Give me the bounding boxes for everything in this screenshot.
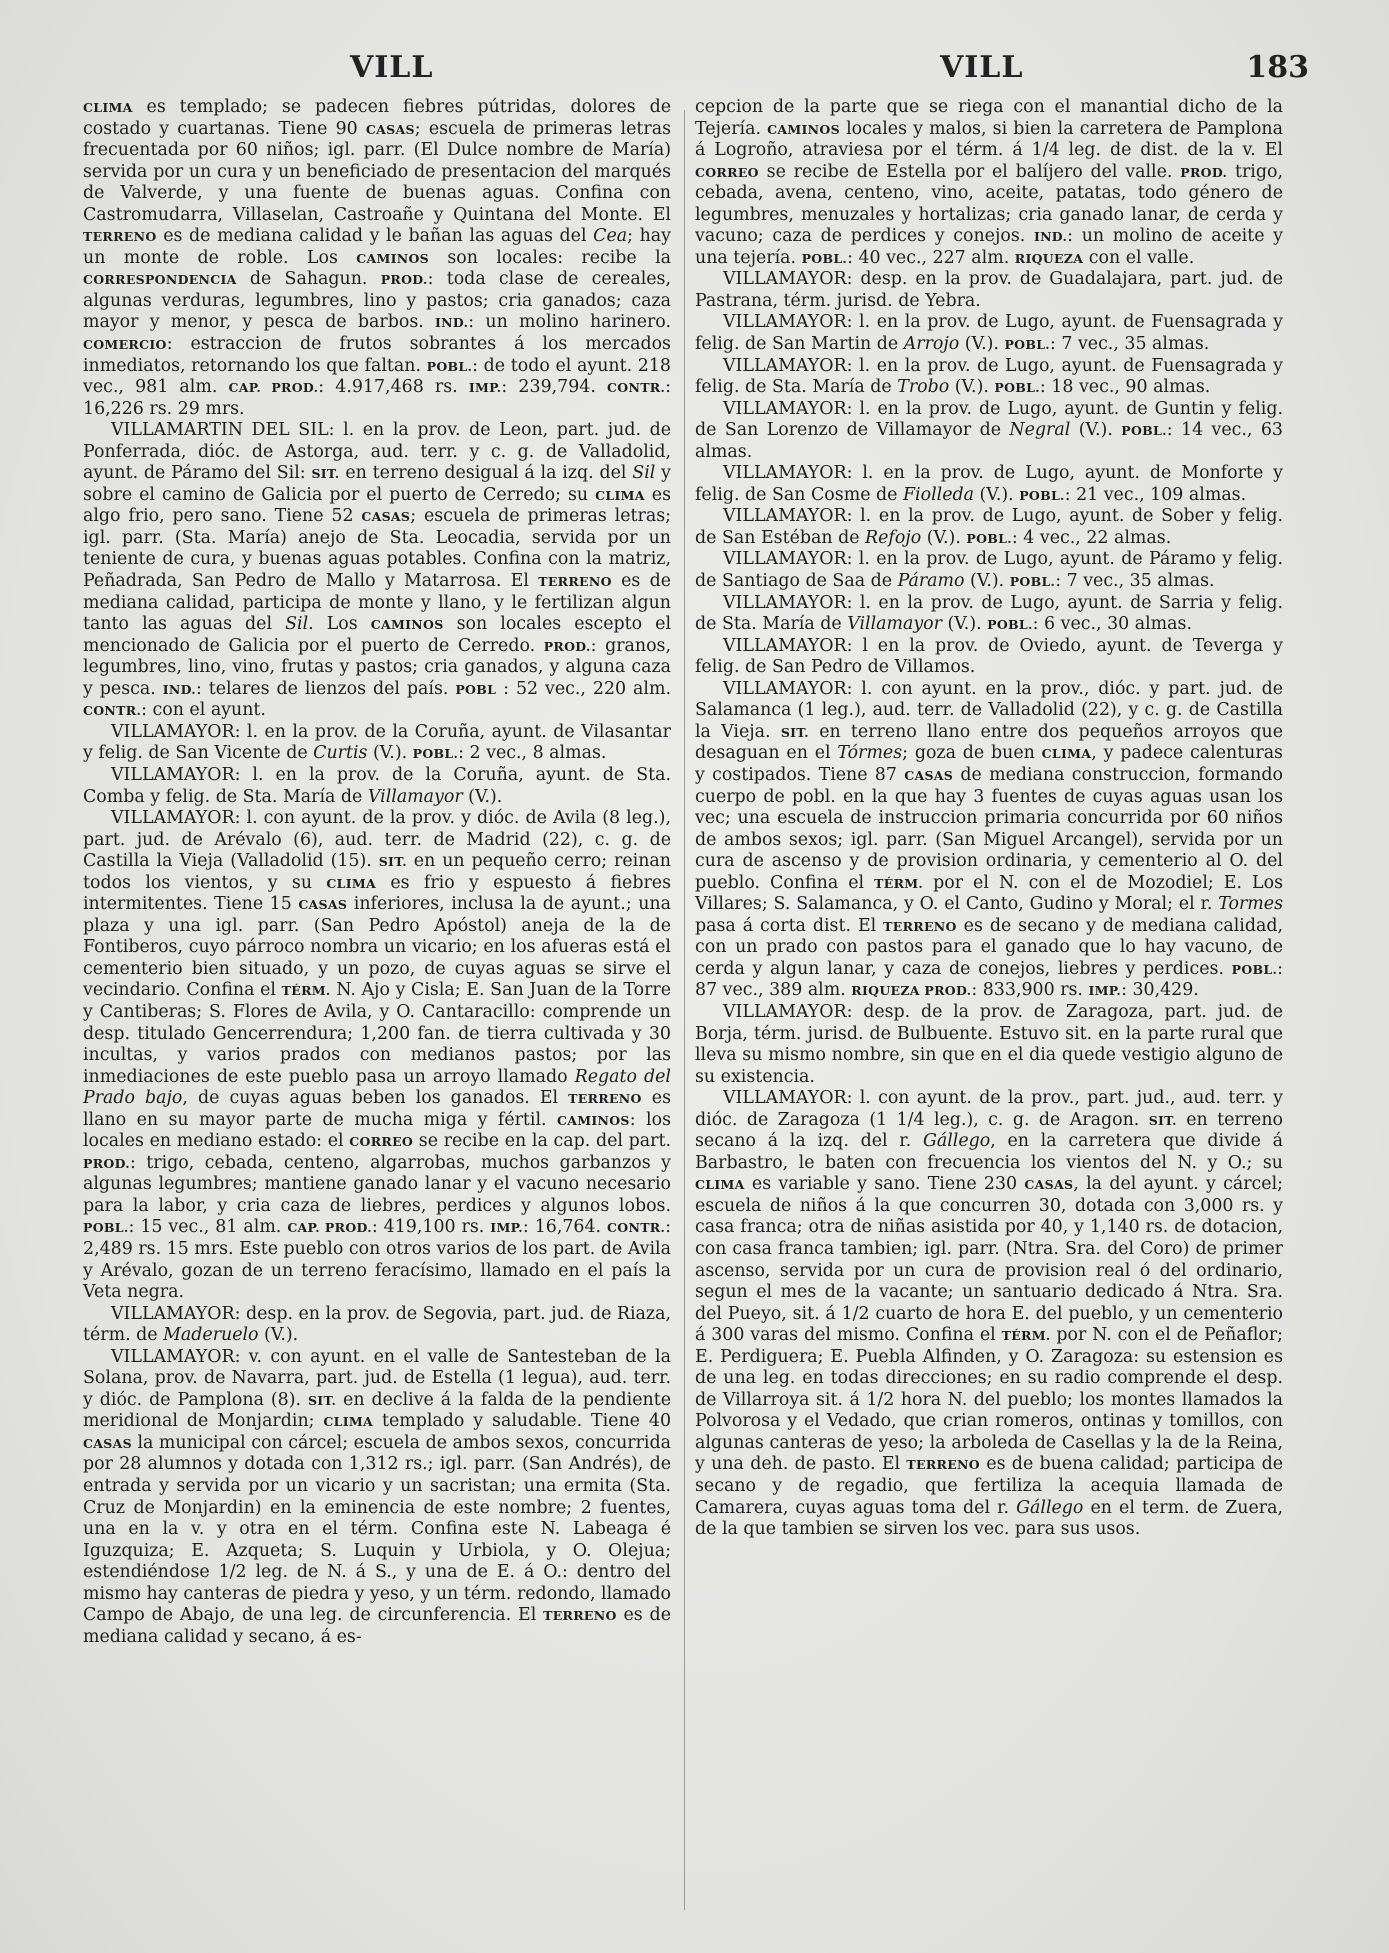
page-number: 183 <box>1246 50 1309 85</box>
right-text-column <box>695 97 1283 1541</box>
column-divider <box>684 110 685 1910</box>
left-running-head: VILL <box>350 50 434 85</box>
dictionary-entry: VILLAMAYOR: l. en la prov. de Lugo, ayunt. de Páramo y felig. de Santiago de Saa de Páramo (V.). POBL.: 7 vec., 35 almas. <box>695 549 1283 592</box>
running-header <box>80 50 1309 90</box>
left-text-column <box>83 97 671 1648</box>
right-running-head: VILL <box>940 50 1024 85</box>
dictionary-entry: VILLAMAYOR: desp. de la prov. de Zaragoza, part. jud. de Borja, térm. jurisd. de Bulbuente. Estuvo sit. en la parte rural que lleva su mismo nombre, sin que en el dia quede vestigio alguno de su existencia. <box>695 1001 1283 1087</box>
dictionary-entry: VILLAMAYOR: l. en la prov. de Lugo, ayunt. de Sober y felig. de San Estéban de Refojo (V.). POBL.: 4 vec., 22 almas. <box>695 506 1283 548</box>
dictionary-entry: VILLAMAYOR: l en la prov. de Oviedo, ayunt. de Teverga y felig. de San Pedro de Villamos. <box>695 635 1283 678</box>
dictionary-entry: VILLAMAYOR: l. en la prov. de Lugo, ayunt. de Fuensagrada y felig. de San Martin de Arrojo (V.). POBL.: 7 vec., 35 almas. <box>695 312 1283 355</box>
dictionary-entry: VILLAMAYOR: desp. en la prov. de Guadalajara, part. jud. de Pastrana, térm. jurisd. de Yebra. <box>695 269 1283 311</box>
dictionary-entry: VILLAMAYOR: v. con ayunt. en el valle de Santesteban de la Solana, prov. de Navarra, part. jud. de Estella (1 legua), aud. terr. y dióc. de Pamplona (8). SIT. en declive á la falda de la pendiente meridional de Monjardin; CLIMA templado y saludable. Tiene 40 CASAS la municipal con cárcel; escuela de ambos sexos, concurrida por 28 alumnos y dotada con 1,312 rs.; igl. parr. (San Andrés), de entrada y servida por un vicario y un sacristan; una ermita (Sta. Cruz de Monjardin) en la eminencia de este nombre; 2 fuentes, una en la v. y otra en el térm. Confina este N. Labeaga é Iguzquiza; E. Azqueta; S. Luquin y Urbiola, y O. Olejua; estendiéndose 1/2 leg. de N. á S., y una de E. á O.: dentro del mismo hay canteras de piedra y yeso, y un térm. redondo, llamado Campo de Abajo, de una leg. de circunferencia. El TERRENO es de mediana calidad y secano, á es- <box>83 1346 672 1647</box>
entry-continuation: cepcion de la parte que se riega con el manantial dicho de la Tejería. CAMINOS locales y malos, si bien la carretera de Pamplona á Logroño, atraviesa por el térm. á 1/4 leg. de dist. de la v. El CORREO se recibe de Estella por el balíjero del valle. PROD. trigo, cebada, avena, centeno, vino, aceite, patatas, todo género de legumbres, menuzales y hortalizas; cria ganado lanar, de cerda y vacuno; caza de perdices y conejos. IND.: un molino de aceite y una tejería. POBL.: 40 vec., 227 alm. RIQUEZA con el valle. <box>695 97 1283 268</box>
dictionary-entry: VILLAMARTIN DEL SIL: l. en la prov. de Leon, part. jud. de Ponferrada, dióc. de Astorga, aud. terr. y c. g. de Valladolid, ayunt. de Páramo del Sil: SIT. en terreno desigual á la izq. del Sil y sobre el camino de Galicia por el puerto de Cerredo; su CLIMA es algo frio, pero sano. Tiene 52 CASAS; escuela de primeras letras; igl. parr. (Sta. María) anejo de Sta. Leocadia, servida por un teniente de cura, y buenas aguas potables. Confina con la matriz, Peñadrada, San Pedro de Mallo y Matarrosa. El TERRENO es de mediana calidad, participa de monte y llano, y le fertilizan algun tanto las aguas del Sil. Los CAMINOS son locales escepto el mencionado de Galicia por el puerto de Cerredo. PROD.: granos, legumbres, lino, vino, frutas y pastos; cria ganados, y alguna caza y pesca. IND.: telares de lienzos del país. POBL : 52 vec., 220 alm. CONTR.: con el ayunt. <box>83 420 672 721</box>
dictionary-entry: VILLAMAYOR: l. en la prov. de Lugo, ayunt. de Monforte y felig. de San Cosme de Fiolleda (V.). POBL.: 21 vec., 109 almas. <box>695 463 1283 505</box>
dictionary-entry: VILLAMAYOR: l. en la prov. de Lugo, ayunt. de Fuensagrada y felig. de Sta. María de Trobo (V.). POBL.: 18 vec., 90 almas. <box>695 355 1283 398</box>
dictionary-entry: VILLAMAYOR: desp. en la prov. de Segovia, part. jud. de Riaza, térm. de Maderuelo (V.). <box>83 1303 671 1346</box>
dictionary-entry: VILLAMAYOR: l. con ayunt. de la prov. y dióc. de Avila (8 leg.), part. jud. de Arévalo (6), aud. terr. de Madrid (22), c. g. de Castilla la Vieja (Valladolid (15). SIT. en un pequeño cerro; reinan todos los vientos, y su CLIMA es frio y espuesto á fiebres intermitentes. Tiene 15 CASAS inferiores, inclusa la de ayunt.; una plaza y una igl. parr. (San Pedro Apóstol) aneja de la de Fontiberos, cuyo párroco nombra un vicario; en los afueras está el cementerio bien situado, y un pozo, de cuyas aguas se sirve el vecindario. Confina el TÉRM. N. Ajo y Cisla; E. San Juan de la Torre y Cantiberas; S. Flores de Avila, y O. Cantaracillo: comprende un desp. titulado Gencerrendura; 1,200 fan. de tierra cultivada y 30 incultas, y varios prados con medianos pastos; por las inmediaciones de este pueblo pasa un arroyo llamado Regato del Prado bajo, de cuyas aguas beben los ganados. El TERRENO es llano en su mayor parte de mucha miga y fértil. CAMINOS: los locales en mediano estado: el CORREO se recibe en la cap. del part. PROD.: trigo, cebada, centeno, algarrobas, muchos garbanzos y algunas legumbres; mantiene ganado lanar y el vacuno necesario para la labor, y cria caza de liebres, perdices y algunos lobos. POBL.: 15 vec., 81 alm. CAP. PROD.: 419,100 rs. IMP.: 16,764. CONTR.: 2,489 rs. 15 mrs. Este pueblo con otros varios de los part. de Avila y Arévalo, gozan de un terreno feracísimo, llamado en el país la Veta negra. <box>83 808 672 1303</box>
dictionary-entry: VILLAMAYOR: l. en la prov. de la Coruña, ayunt. de Vilasantar y felig. de San Vicente de Curtis (V.). POBL.: 2 vec., 8 almas. <box>83 721 671 764</box>
dictionary-entry: VILLAMAYOR: l. en la prov. de Lugo, ayunt. de Guntin y felig. de San Lorenzo de Villamayor de Negral (V.). POBL.: 14 vec., 63 almas. <box>695 398 1283 462</box>
dictionary-entry: VILLAMAYOR: l. en la prov. de la Coruña, ayunt. de Sta. Comba y felig. de Sta. María de Villamayor (V.). <box>83 764 671 807</box>
dictionary-entry: VILLAMAYOR: l. en la prov. de Lugo, ayunt. de Sarria y felig. de Sta. María de Villamayor (V.). POBL.: 6 vec., 30 almas. <box>695 592 1283 635</box>
dictionary-entry: VILLAMAYOR: l. con ayunt. en la prov., dióc. y part. jud. de Salamanca (1 leg.), aud. terr. de Valladolid (22), y c. g. de Castilla la Vieja. SIT. en terreno llano entre dos pequeños arroyos que desaguan en el Tórmes; goza de buen CLIMA, y padece calenturas y costipados. Tiene 87 CASAS de mediana construccion, formando cuerpo de pobl. en la que hay 3 fuentes de cuyas aguas usan los vec; una escuela de instruccion primaria concurrida por 60 niños de ambos sexos; igl. parr. (San Miguel Arcangel), servida por un cura de ascenso y de provision ordinaria, y cementerio al O. del pueblo. Confina el TÉRM. por el N. con el de Mozodiel; E. Los Villares; S. Salamanca, y O. el Canto, Gudino y Moral; el r. Tormes pasa á corta dist. El TERRENO es de secano y de mediana calidad, con un prado con pastos para el ganado que lo hay vacuno, de cerda y algun lanar, y caza de conejos, liebres y perdices. POBL.: 87 vec., 389 alm. RIQUEZA PROD.: 833,900 rs. IMP.: 30,429. <box>695 678 1284 1001</box>
dictionary-entry: VILLAMAYOR: l. con ayunt. de la prov., part. jud., aud. terr. y dióc. de Zaragoza (1 1/4 leg.), c. g. de Aragon. SIT. en terreno secano á la izq. del r. Gállego, en la carretera que divide á Barbastro, le baten con frecuencia los vientos del N. y O.; su CLIMA es variable y sano. Tiene 230 CASAS, la del ayunt. y cárcel; escuela de niños á la que concurren 30, dotada con 3,000 rs. y casa franca; otra de niñas asistida por 40, y 1,140 rs. de dotacion, con casa franca tambien; igl. parr. (Ntra. Sra. del Coro) de primer ascenso, servida por un cura de provision real ó del ordinario, segun el mes de la vacante; un santuario dedicado á Ntra. Sra. del Pueyo, sit. á 1/2 cuarto de hora E. del pueblo, y un cementerio á 300 varas del mismo. Confina el TÉRM. por N. con el de Peñaflor; E. Perdiguera; E. Puebla Alfinden, y O. Zaragoza: su estension es de una leg. en todas direcciones; en su radio comprende el desp. de Villarroya sit. á 1/2 hora N. del pueblo; los montes llamados la Polvorosa y el Vedado, que crian romeros, ontinas y tomillos, con algunas canteras de yeso; la arboleda de Casellas y la de la Reina, y una deh. de pasto. El TERRENO es de buena calidad; participa de secano y de regadio, que fertiliza la acequia llamada de Camarera, cuyas aguas toma del r. Gállego en el term. de Zuera, de la que tambien se sirven los vec. para sus usos. <box>695 1088 1283 1540</box>
entry-continuation: CLIMA es templado; se padecen fiebres pútridas, dolores de costado y cuartanas. Tiene 90 CASAS; escuela de primeras letras frecuentada por 60 niños; igl. parr. (El Dulce nombre de María) servida por un cura y un beneficiado de presentacion del marqués de Valverde, y una fuente de buenas aguas. Confina con Castromudarra, Villaselan, Castroañe y Quintana del Monte. El TERRENO es de mediana calidad y le bañan las aguas del Cea; hay un monte de roble. Los CAMINOS son locales: recibe la CORRESPONDENCIA de Sahagun. PROD.: toda clase de cereales, algunas verduras, legumbres, lino y pastos; cria ganados; caza mayor y menor, y pesca de barbos. IND.: un molino harinero. COMERCIO: estraccion de frutos sobrantes á los mercados inmediatos, retornando los que faltan. POBL.: de todo el ayunt. 218 vec., 981 alm. CAP. PROD.: 4.917,468 rs. IMP.: 239,794. CONTR.: 16,226 rs. 29 mrs. <box>83 97 672 419</box>
